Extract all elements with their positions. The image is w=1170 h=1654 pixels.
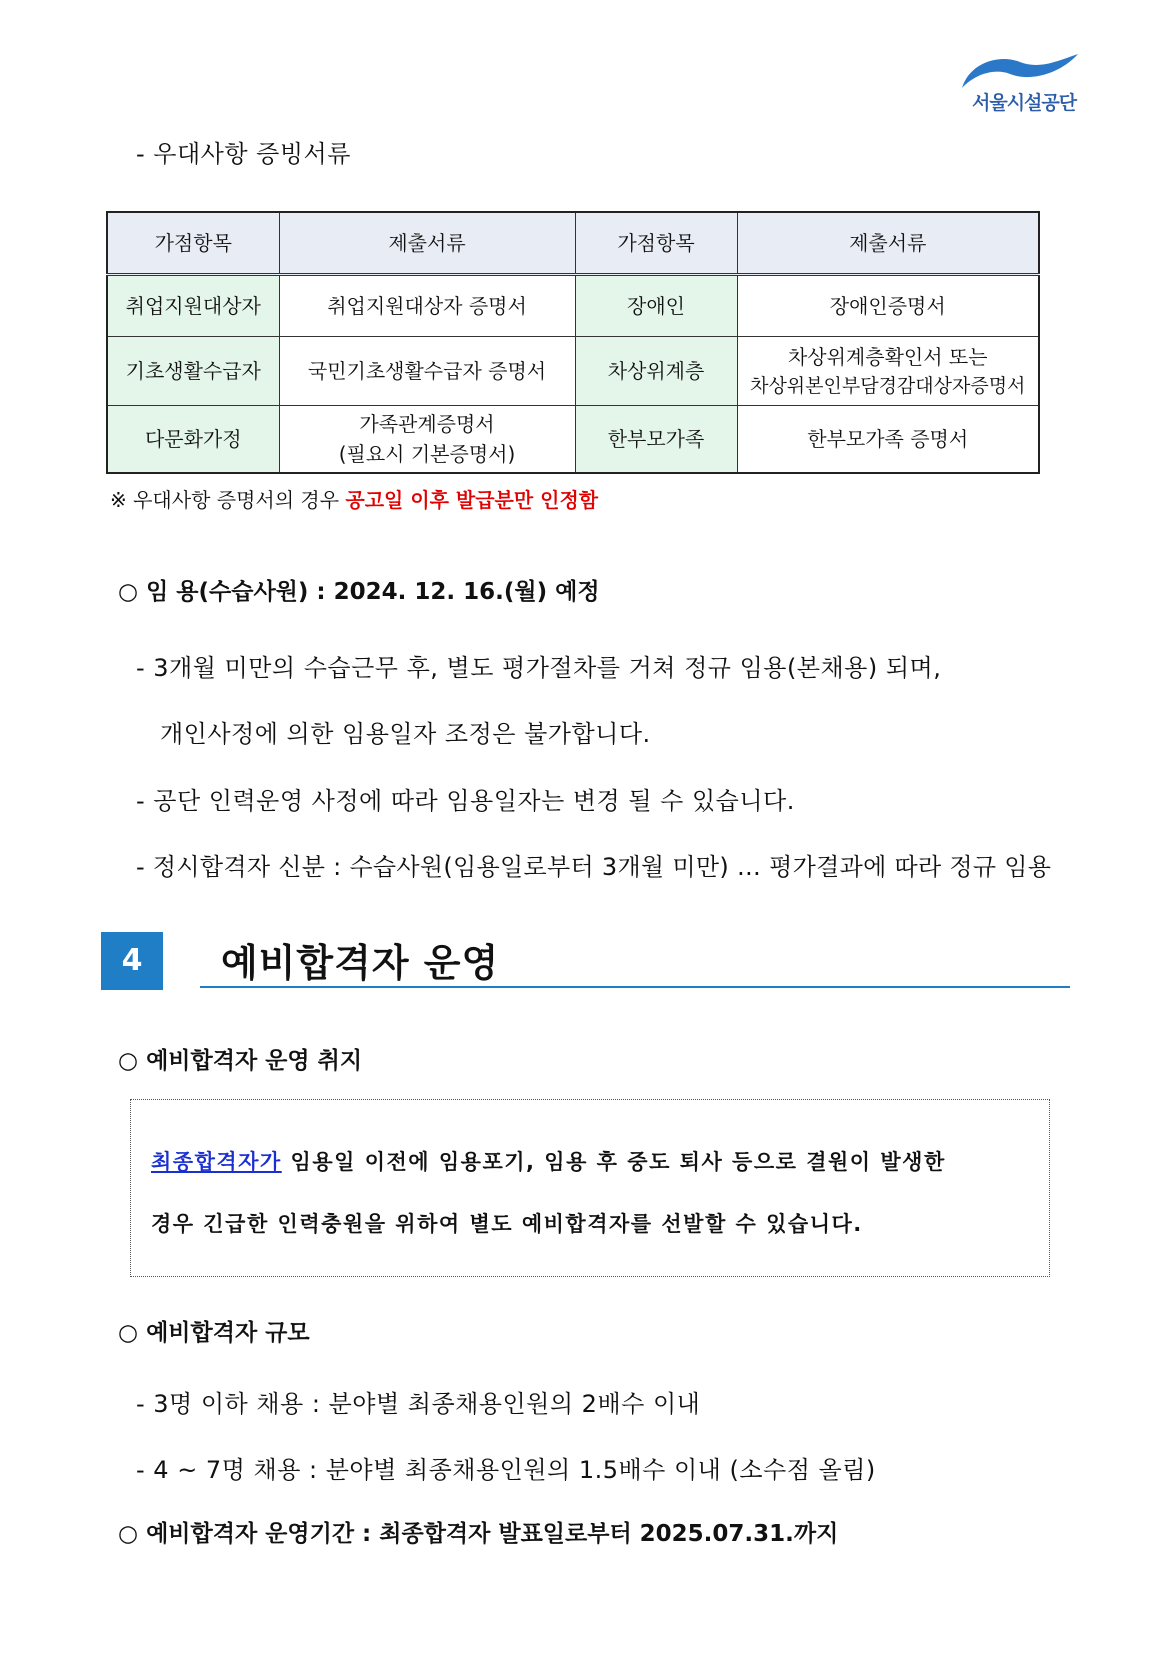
- final-passer-link[interactable]: 최종합격자가: [151, 1150, 282, 1174]
- table-category-cell: 취업지원대상자: [107, 275, 279, 337]
- table-cell-line: 가족관계증명서: [359, 412, 495, 436]
- appointment-heading: ○ 임 용(수습사원) : 2024. 12. 16.(월) 예정: [118, 579, 600, 605]
- section-title: 예비합격자 운영: [221, 941, 500, 985]
- table-category-cell: 기초생활수급자: [107, 337, 279, 406]
- period-heading: ○ 예비합격자 운영기간 : 최종합격자 발표일로부터 2025.07.31.까지: [118, 1521, 839, 1547]
- logo-text: 서울시설공단: [972, 92, 1077, 114]
- table-category-cell: 장애인: [575, 275, 737, 337]
- table-cell: 취업지원대상자 증명서: [279, 275, 575, 337]
- scale-line: - 4 ~ 7명 채용 : 분야별 최종채용인원의 1.5배수 이내 (소수점 올림): [136, 1456, 876, 1484]
- section-underline: [200, 986, 1070, 988]
- appointment-line: - 3개월 미만의 수습근무 후, 별도 평가절차를 거쳐 정규 임용(본채용) 되며,: [136, 654, 942, 682]
- table-header-cell: 가점항목: [107, 212, 279, 275]
- table-note: [110, 484, 598, 513]
- note-highlight: 공고일 이후 발급분만 인정함: [345, 488, 599, 512]
- table-cell: 한부모가족 증명서: [737, 406, 1039, 474]
- purpose-line-text: 임용일 이전에 임용포기, 임용 후 중도 퇴사 등으로 결원이 발생한: [281, 1150, 946, 1174]
- section-number-badge: 4: [101, 932, 163, 990]
- table-category-cell: 차상위계층: [575, 337, 737, 406]
- table-cell: [279, 406, 575, 474]
- table-row: [107, 406, 1039, 474]
- organization-logo: [960, 52, 1080, 118]
- table-cell: 장애인증명서: [737, 275, 1039, 337]
- table-header-cell: 제출서류: [737, 212, 1039, 275]
- table-cell: [737, 337, 1039, 406]
- appointment-line: - 공단 인력운영 사정에 따라 임용일자는 변경 될 수 있습니다.: [136, 787, 795, 815]
- table-cell-line: (필요시 기본증명서): [338, 442, 516, 466]
- table-cell: 국민기초생활수급자 증명서: [279, 337, 575, 406]
- table-row: [107, 337, 1039, 406]
- wave-logo-icon: [960, 52, 1080, 92]
- table-header-cell: 제출서류: [279, 212, 575, 275]
- table-category-cell: 한부모가족: [575, 406, 737, 474]
- purpose-line: 경우 긴급한 인력충원을 위하여 별도 예비합격자를 선발할 수 있습니다.: [151, 1212, 863, 1236]
- purpose-line: [151, 1146, 946, 1176]
- appointment-line: - 정시합격자 신분 : 수습사원(임용일로부터 3개월 미만) … 평가결과에 따라 정규 임용: [136, 853, 1052, 881]
- table-cell-line: 차상위본인부담경감대상자증명서: [750, 374, 1026, 397]
- note-prefix: ※ 우대사항 증명서의 경우: [110, 488, 346, 512]
- purpose-box: [130, 1099, 1050, 1277]
- scale-line: - 3명 이하 채용 : 분야별 최종채용인원의 2배수 이내: [136, 1390, 701, 1418]
- intro-line: - 우대사항 증빙서류: [136, 140, 351, 168]
- scale-heading: ○ 예비합격자 규모: [118, 1320, 310, 1346]
- purpose-heading: ○ 예비합격자 운영 취지: [118, 1048, 363, 1074]
- table-header-row: [107, 212, 1039, 275]
- appointment-line: 개인사정에 의한 임용일자 조정은 불가합니다.: [160, 720, 651, 748]
- table-header-cell: 가점항목: [575, 212, 737, 275]
- bonus-documents-table: [106, 211, 1040, 474]
- table-cell-line: 차상위계층확인서 또는: [787, 344, 988, 369]
- table-category-cell: 다문화가정: [107, 406, 279, 474]
- table-row: [107, 275, 1039, 337]
